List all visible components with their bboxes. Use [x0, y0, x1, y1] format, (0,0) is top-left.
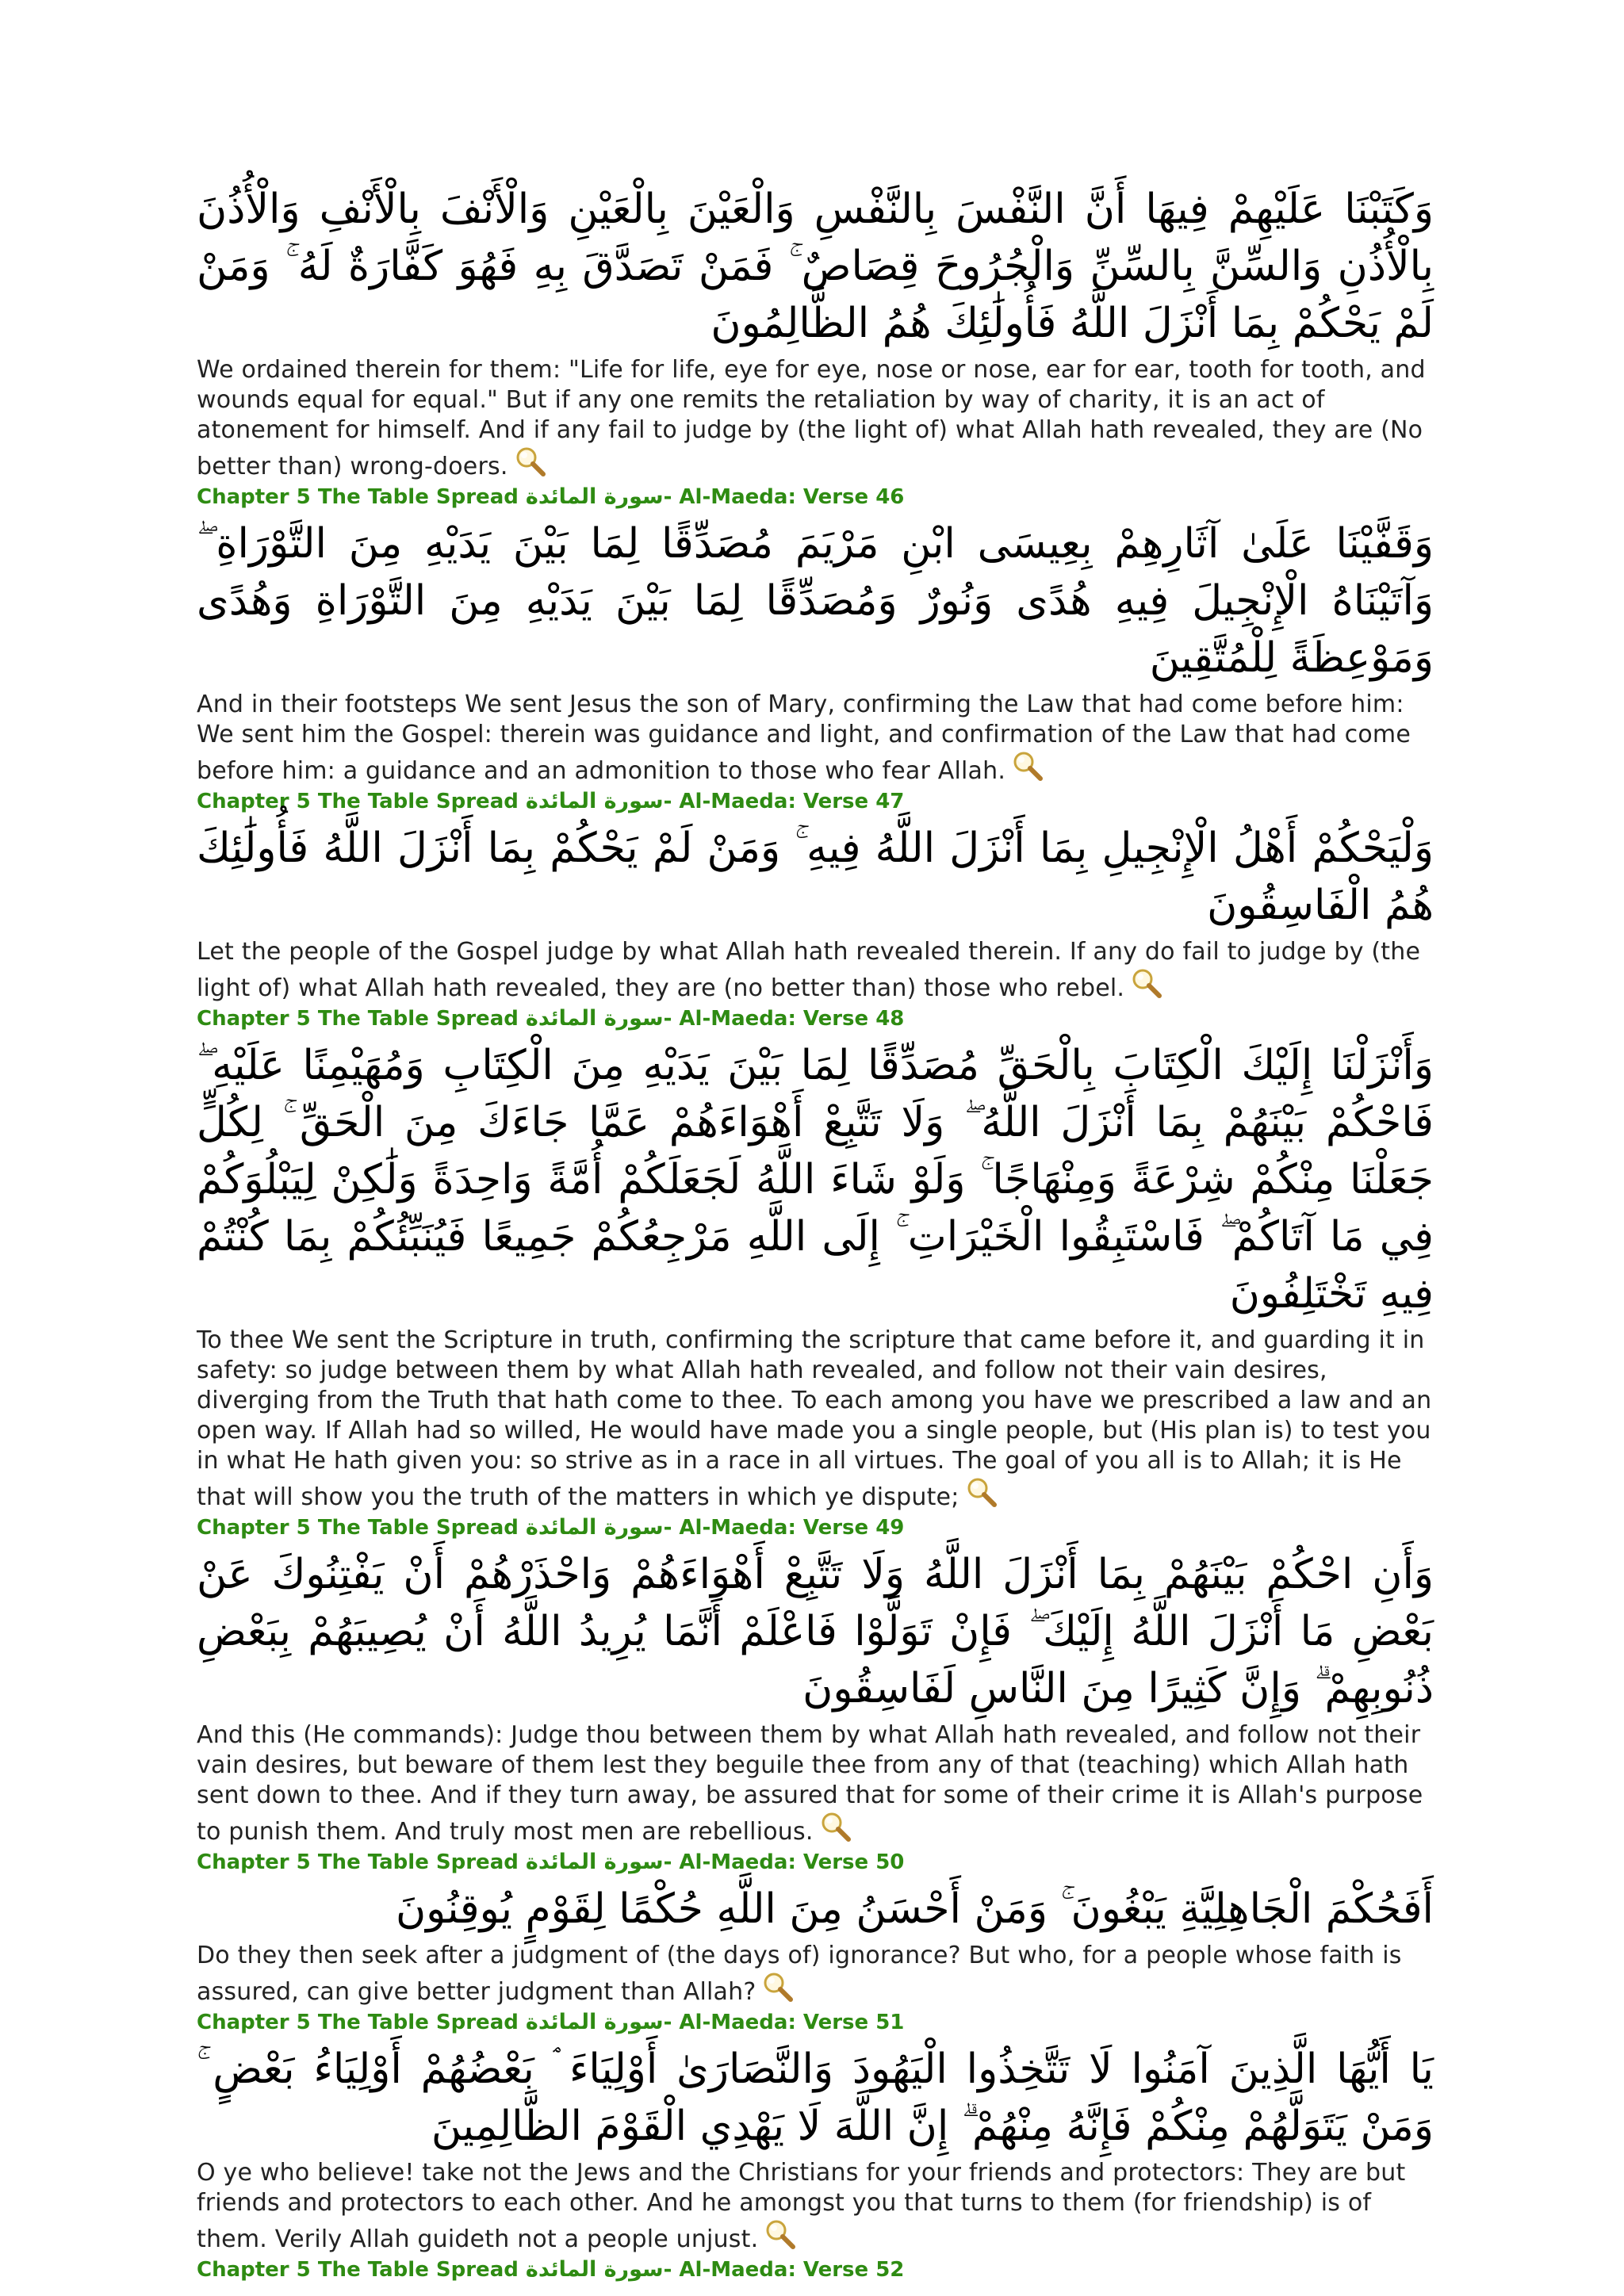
magnifier-icon[interactable]: [820, 1811, 852, 1843]
translation-text: To thee We sent the Scripture in truth, confirming the scripture that came before it, and guarding it in safety: so judge between them by what Allah hath revealed, and follow not their vain desires, diverging from the Truth that hath come to thee. To each among you have we prescribed a law and an open way. If Allah had so willed, He would have made you a single people, but (His plan is) to test you in what He hath given you: so strive as in a race in all virtues. The goal of you all is to Allah; it is He that will show you the truth of the matters in which ye dispute;: [197, 1326, 1432, 1511]
arabic-verse-text: وَأَنْزَلْنَا إِلَيْكَ الْكِتَابَ بِالْحَقِّ مُصَدِّقًا لِمَا بَيْنَ يَدَيْهِ مِنَ الْكِتَابِ وَمُهَيْمِنًا عَلَيْهِ ۖ فَاحْكُمْ بَيْنَهُمْ بِمَا أَنْزَلَ اللَّهُ ۖ وَلَا تَتَّبِعْ أَهْوَاءَهُمْ عَمَّا جَاءَكَ مِنَ الْحَقِّ ۚ لِكُلٍّ جَعَلْنَا مِنْكُمْ شِرْعَةً وَمِنْهَاجًا ۚ وَلَوْ شَاءَ اللَّهُ لَجَعَلَكُمْ أُمَّةً وَاحِدَةً وَلَٰكِنْ لِيَبْلُوَكُمْ فِي مَا آتَاكُمْ ۖ فَاسْتَبِقُوا الْخَيْرَاتِ ۚ إِلَى اللَّهِ مَرْجِعُكُمْ جَمِيعًا فَيُنَبِّئُكُمْ بِمَا كُنْتُمْ فِيهِ تَخْتَلِفُونَ: [197, 1042, 1434, 1318]
arabic-verse-text: وَقَفَّيْنَا عَلَىٰ آثَارِهِمْ بِعِيسَى ابْنِ مَرْيَمَ مُصَدِّقًا لِمَا بَيْنَ يَدَيْهِ مِنَ التَّوْرَاةِ ۖ وَآتَيْنَاهُ الْإِنْجِيلَ فِيهِ هُدًى وَنُورٌ وَمُصَدِّقًا لِمَا بَيْنَ يَدَيْهِ مِنَ التَّوْرَاةِ وَهُدًى وَمَوْعِظَةً لِلْمُتَّقِينَ: [197, 520, 1434, 682]
verse-heading[interactable]: [197, 1849, 1434, 1876]
heading-verse: - Al-Maeda: Verse 51: [663, 2011, 905, 2034]
heading-surah-arabic: سورة المائدة: [525, 2257, 664, 2282]
heading-surah-arabic: سورة المائدة: [525, 789, 664, 813]
magnifier-icon[interactable]: [764, 2218, 796, 2250]
heading-chapter: Chapter 5 The Table Spread: [197, 1516, 519, 1540]
heading-verse: - Al-Maeda: Verse 48: [663, 1007, 905, 1031]
verse-heading[interactable]: [197, 484, 1434, 511]
heading-chapter: Chapter 5 The Table Spread: [197, 1850, 519, 1874]
verse-heading[interactable]: [197, 1514, 1434, 1541]
english-translation: [197, 690, 1434, 786]
heading-surah-arabic: سورة المائدة: [525, 2010, 664, 2034]
arabic-verse-text: وَأَنِ احْكُمْ بَيْنَهُمْ بِمَا أَنْزَلَ اللَّهُ وَلَا تَتَّبِعْ أَهْوَاءَهُمْ وَاحْذَرْهُمْ أَنْ يَفْتِنُوكَ عَنْ بَعْضِ مَا أَنْزَلَ اللَّهُ إِلَيْكَ ۖ فَإِنْ تَوَلَّوْا فَاعْلَمْ أَنَّمَا يُرِيدُ اللَّهُ أَنْ يُصِيبَهُمْ بِبَعْضِ ذُنُوبِهِمْ ۗ وَإِنَّ كَثِيرًا مِنَ النَّاسِ لَفَاسِقُونَ: [197, 1551, 1434, 1712]
magnifier-icon[interactable]: [1131, 967, 1162, 999]
english-translation: [197, 1326, 1434, 1513]
heading-chapter: Chapter 5 The Table Spread: [197, 1007, 519, 1031]
heading-surah-arabic: سورة المائدة: [525, 1850, 664, 1874]
heading-surah-arabic: سورة المائدة: [525, 484, 664, 509]
verse-heading[interactable]: [197, 2009, 1434, 2036]
heading-chapter: Chapter 5 The Table Spread: [197, 485, 519, 509]
heading-surah-arabic: سورة المائدة: [525, 1006, 664, 1031]
english-translation: [197, 355, 1434, 482]
verse-heading[interactable]: [197, 2256, 1434, 2283]
heading-chapter: Chapter 5 The Table Spread: [197, 2258, 519, 2282]
english-translation: [197, 1720, 1434, 1847]
arabic-verse-text: أَفَحُكْمَ الْجَاهِلِيَّةِ يَبْغُونَ ۚ وَمَنْ أَحْسَنُ مِنَ اللَّهِ حُكْمًا لِقَوْمٍ يُوقِنُونَ: [395, 1885, 1434, 1933]
translation-text: And in their footsteps We sent Jesus the son of Mary, confirming the Law that had come before him: We sent him the Gospel: therein was guidance and light, and confirmation of the Law that had come before him: a guidance and an admonition to those who fear Allah.: [197, 691, 1411, 785]
verse-block-45: [197, 181, 1434, 511]
translation-text: Let the people of the Gospel judge by what Allah hath revealed therein. If any do fail to judge by (the light of) what Allah hath revealed, they are (no better than) those who rebel.: [197, 938, 1421, 1002]
english-translation: [197, 2158, 1434, 2255]
verse-heading[interactable]: [197, 1005, 1434, 1032]
verse-block-46: [197, 515, 1434, 815]
heading-verse: - Al-Maeda: Verse 50: [663, 1850, 905, 1874]
verse-block-49: [197, 1546, 1434, 1876]
magnifier-icon[interactable]: [515, 446, 546, 477]
verse-block-48: [197, 1037, 1434, 1541]
arabic-verse-text: وَلْيَحْكُمْ أَهْلُ الْإِنْجِيلِ بِمَا أَنْزَلَ اللَّهُ فِيهِ ۚ وَمَنْ لَمْ يَحْكُمْ بِمَا أَنْزَلَ اللَّهُ فَأُولَٰئِكَ هُمُ الْفَاسِقُونَ: [197, 825, 1434, 929]
arabic-verse-text: يَا أَيُّهَا الَّذِينَ آمَنُوا لَا تَتَّخِذُوا الْيَهُودَ وَالنَّصَارَىٰ أَوْلِيَاءَ ۘ بَعْضُهُمْ أَوْلِيَاءُ بَعْضٍ ۚ وَمَنْ يَتَوَلَّهُمْ مِنْكُمْ فَإِنَّهُ مِنْهُمْ ۗ إِنَّ اللَّهَ لَا يَهْدِي الْقَوْمَ الظَّالِمِينَ: [197, 2045, 1434, 2150]
translation-text: O ye who believe! take not the Jews and the Christians for your friends and protectors: They are but friends and protectors to each other. And he amongst you that turns to them (for friendship) is of them. Verily Allah guideth not a people unjust.: [197, 2159, 1406, 2253]
heading-verse: - Al-Maeda: Verse 47: [663, 790, 905, 813]
heading-chapter: Chapter 5 The Table Spread: [197, 790, 519, 813]
arabic-verse-text: وَكَتَبْنَا عَلَيْهِمْ فِيهَا أَنَّ النَّفْسَ بِالنَّفْسِ وَالْعَيْنَ بِالْعَيْنِ وَالْأَنْفَ بِالْأَنْفِ وَالْأُذُنَ بِالْأُذُنِ وَالسِّنَّ بِالسِّنِّ وَالْجُرُوحَ قِصَاصٌ ۚ فَمَنْ تَصَدَّقَ بِهِ فَهُوَ كَفَّارَةٌ لَهُ ۚ وَمَنْ لَمْ يَحْكُمْ بِمَا أَنْزَلَ اللَّهُ فَأُولَٰئِكَ هُمُ الظَّالِمُونَ: [197, 186, 1434, 347]
verse-block-50: [197, 1881, 1434, 2036]
heading-surah-arabic: سورة المائدة: [525, 1515, 664, 1540]
magnifier-icon[interactable]: [762, 1971, 794, 2003]
english-translation: [197, 937, 1434, 1004]
heading-chapter: Chapter 5 The Table Spread: [197, 2011, 519, 2034]
heading-verse: - Al-Maeda: Verse 46: [663, 485, 905, 509]
magnifier-icon[interactable]: [966, 1476, 998, 1508]
heading-verse: - Al-Maeda: Verse 52: [663, 2258, 905, 2282]
verse-page: [197, 181, 1434, 2288]
verse-heading[interactable]: [197, 788, 1434, 815]
translation-text: We ordained therein for them: "Life for life, eye for eye, nose or nose, ear for ear, tooth for tooth, and wounds equal for equal." But if any one remits the retaliation by way of charity, it is an act of atonement for himself. And if any fail to judge by (the light of) what Allah hath revealed, they are (No better than) wrong-doers.: [197, 356, 1426, 480]
translation-text: Do they then seek after a judgment of (the days of) ignorance? But who, for a people whose faith is assured, can give better judgment than Allah?: [197, 1942, 1402, 2006]
magnifier-icon[interactable]: [1012, 750, 1044, 782]
verse-block-47: [197, 820, 1434, 1032]
verse-block-51: [197, 2041, 1434, 2283]
english-translation: [197, 1941, 1434, 2007]
translation-text: And this (He commands): Judge thou between them by what Allah hath revealed, and follow not their vain desires, but beware of them lest they beguile thee from any of that (teaching) which Allah hath sent down to thee. And if they turn away, be assured that for some of their crime it is Allah's purpose to punish them. And truly most men are rebellious.: [197, 1721, 1423, 1846]
heading-verse: - Al-Maeda: Verse 49: [663, 1516, 905, 1540]
